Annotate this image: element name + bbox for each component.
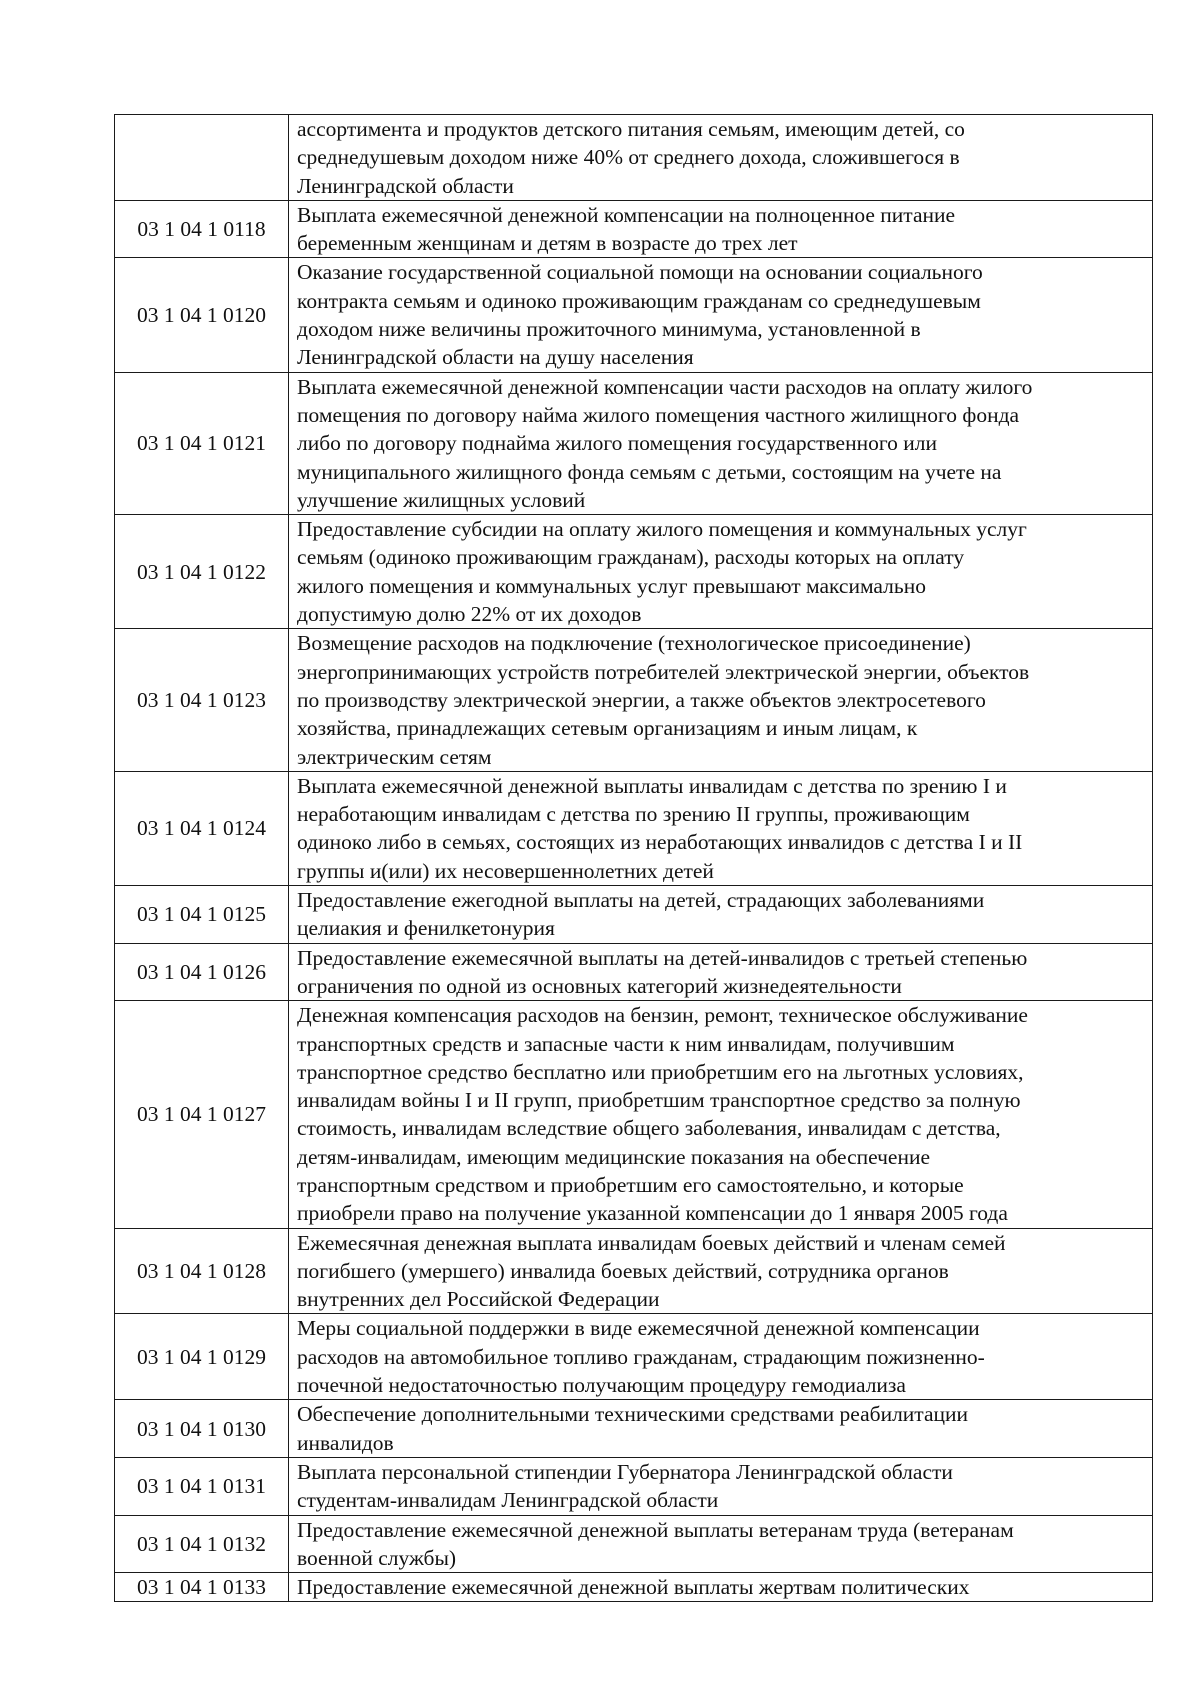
description-line: Денежная компенсация расходов на бензин, ремонт, техническое обслуживание <box>297 1003 1028 1028</box>
description-line: стоимость, инвалидам вследствие общего заболевания, инвалидам с детства, <box>297 1116 1001 1141</box>
table-row <box>115 1001 1153 1228</box>
row-description <box>289 1515 1153 1573</box>
description-line: Выплата ежемесячной денежной выплаты инвалидам с детства по зрению I и <box>297 773 1007 798</box>
table-row <box>115 1573 1153 1602</box>
description-line: Предоставление ежемесячной выплаты на детей-инвалидов с третьей степенью <box>297 945 1028 970</box>
table-row <box>115 1314 1153 1400</box>
row-description <box>289 1001 1153 1228</box>
description-line: электрическим сетям <box>297 744 492 769</box>
description-line: внутренних дел Российской Федерации <box>297 1287 660 1312</box>
row-description <box>289 1228 1153 1314</box>
row-description <box>289 1457 1153 1515</box>
table-row <box>115 771 1153 885</box>
description-line: детям-инвалидам, имеющим медицинские показания на обеспечение <box>297 1144 931 1169</box>
description-line: Ленинградской области на душу населения <box>297 345 694 370</box>
row-description <box>289 515 1153 629</box>
row-description <box>289 771 1153 885</box>
table-row <box>115 886 1153 944</box>
row-description <box>289 1400 1153 1458</box>
description-line: Обеспечение дополнительными техническими средствами реабилитации <box>297 1402 969 1427</box>
row-code: 03 1 04 1 0120 <box>115 258 289 372</box>
description-line: транспортным средством и приобретшим его самостоятельно, и которые <box>297 1172 964 1197</box>
table-row <box>115 629 1153 771</box>
description-line: Выплата ежемесячной денежной компенсации на полноценное питание <box>297 202 956 227</box>
description-line: улучшение жилищных условий <box>297 487 586 512</box>
row-code: 03 1 04 1 0123 <box>115 629 289 771</box>
description-line: семьям (одиноко проживающим гражданам), расходы которых на оплату <box>297 545 965 570</box>
row-description <box>289 372 1153 514</box>
description-line: энергопринимающих устройств потребителей электрической энергии, объектов <box>297 659 1030 684</box>
description-line: расходов на автомобильное топливо гражданам, страдающим пожизненно- <box>297 1344 985 1369</box>
row-code: 03 1 04 1 0132 <box>115 1515 289 1573</box>
description-line: Меры социальной поддержки в виде ежемесячной денежной компенсации <box>297 1316 980 1341</box>
row-code: 03 1 04 1 0127 <box>115 1001 289 1228</box>
table-row <box>115 1515 1153 1573</box>
row-code: 03 1 04 1 0130 <box>115 1400 289 1458</box>
row-code: 03 1 04 1 0133 <box>115 1573 289 1602</box>
row-code: 03 1 04 1 0125 <box>115 886 289 944</box>
row-code: 03 1 04 1 0122 <box>115 515 289 629</box>
description-line: среднедушевым доходом ниже 40% от среднего дохода, сложившегося в <box>297 145 960 170</box>
row-code: 03 1 04 1 0118 <box>115 200 289 258</box>
description-line: помещения по договору найма жилого помещения частного жилищного фонда <box>297 402 1020 427</box>
description-line: ассортимента и продуктов детского питания семьям, имеющим детей, со <box>297 117 965 141</box>
row-code: 03 1 04 1 0129 <box>115 1314 289 1400</box>
table-row <box>115 1228 1153 1314</box>
description-line: контракта семьям и одиноко проживающим гражданам со среднедушевым <box>297 288 981 313</box>
row-code: 03 1 04 1 0128 <box>115 1228 289 1314</box>
row-description <box>289 629 1153 771</box>
description-line: доходом ниже величины прожиточного минимума, установленной в <box>297 317 921 342</box>
description-line: муниципального жилищного фонда семьям с детьми, состоящим на учете на <box>297 459 1002 484</box>
description-line: целиакия и фенилкетонурия <box>297 916 555 941</box>
description-line: инвалидам войны I и II групп, приобретшим транспортное средство за полную <box>297 1088 1021 1113</box>
description-line: инвалидов <box>297 1430 394 1455</box>
budget-classification-table <box>114 114 1153 1602</box>
description-line: одиноко либо в семьях, состоящих из неработающих инвалидов с детства I и II <box>297 830 1023 855</box>
row-description <box>289 886 1153 944</box>
description-line: транспортных средств и запасные части к ним инвалидам, получившим <box>297 1031 955 1056</box>
description-line: Оказание государственной социальной помощи на основании социального <box>297 260 983 285</box>
row-code: 03 1 04 1 0131 <box>115 1457 289 1515</box>
table-row <box>115 943 1153 1001</box>
description-line: группы и(или) их несовершеннолетних детей <box>297 858 714 883</box>
table-row <box>115 258 1153 372</box>
table-row <box>115 515 1153 629</box>
table-row <box>115 1457 1153 1515</box>
description-line: беременным женщинам и детям в возрасте до трех лет <box>297 231 798 256</box>
description-line: по производству электрической энергии, а также объектов электросетевого <box>297 687 986 712</box>
table-row <box>115 372 1153 514</box>
description-line: приобрели право на получение указанной компенсации до 1 января 2005 года <box>297 1201 1008 1226</box>
row-code <box>115 115 289 201</box>
description-line: транспортное средство бесплатно или приобретшим его на льготных условиях, <box>297 1059 1024 1084</box>
description-line: Выплата персональной стипендии Губернатора Ленинградской области <box>297 1459 953 1484</box>
description-line: Ежемесячная денежная выплата инвалидам боевых действий и членам семей <box>297 1230 1006 1255</box>
table-row <box>115 200 1153 258</box>
description-line: неработающим инвалидам с детства по зрению II группы, проживающим <box>297 802 970 827</box>
description-line: жилого помещения и коммунальных услуг превышают максимально <box>297 573 926 598</box>
row-description <box>289 943 1153 1001</box>
table-body <box>115 115 1153 1602</box>
description-line: ограничения по одной из основных категорий жизнедеятельности <box>297 973 902 998</box>
row-description <box>289 258 1153 372</box>
description-line: почечной недостаточностью получающим процедуру гемодиализа <box>297 1373 906 1398</box>
table-row <box>115 115 1153 201</box>
table-row <box>115 1400 1153 1458</box>
description-line: Предоставление субсидии на оплату жилого помещения и коммунальных услуг <box>297 517 1027 542</box>
description-line: хозяйства, принадлежащих сетевым организациям и иным лицам, к <box>297 716 918 741</box>
row-description <box>289 115 1153 201</box>
row-description <box>289 1573 1153 1602</box>
description-line: Предоставление ежегодной выплаты на детей, страдающих заболеваниями <box>297 888 985 913</box>
description-line: Возмещение расходов на подключение (технологическое присоединение) <box>297 631 971 656</box>
description-line: Ленинградской области <box>297 173 514 198</box>
description-line: студентам-инвалидам Ленинградской области <box>297 1488 719 1513</box>
description-line: допустимую долю 22% от их доходов <box>297 602 642 627</box>
description-line: погибшего (умершего) инвалида боевых действий, сотрудника органов <box>297 1258 949 1283</box>
row-code: 03 1 04 1 0121 <box>115 372 289 514</box>
row-description <box>289 200 1153 258</box>
description-line: Предоставление ежемесячной денежной выплаты ветеранам труда (ветеранам <box>297 1517 1014 1542</box>
row-code: 03 1 04 1 0126 <box>115 943 289 1001</box>
row-code: 03 1 04 1 0124 <box>115 771 289 885</box>
row-description <box>289 1314 1153 1400</box>
description-line: военной службы) <box>297 1545 457 1570</box>
description-line: Предоставление ежемесячной денежной выплаты жертвам политических <box>297 1575 970 1600</box>
description-line: либо по договору поднайма жилого помещения государственного или <box>297 431 937 456</box>
description-line: Выплата ежемесячной денежной компенсации части расходов на оплату жилого <box>297 374 1033 399</box>
